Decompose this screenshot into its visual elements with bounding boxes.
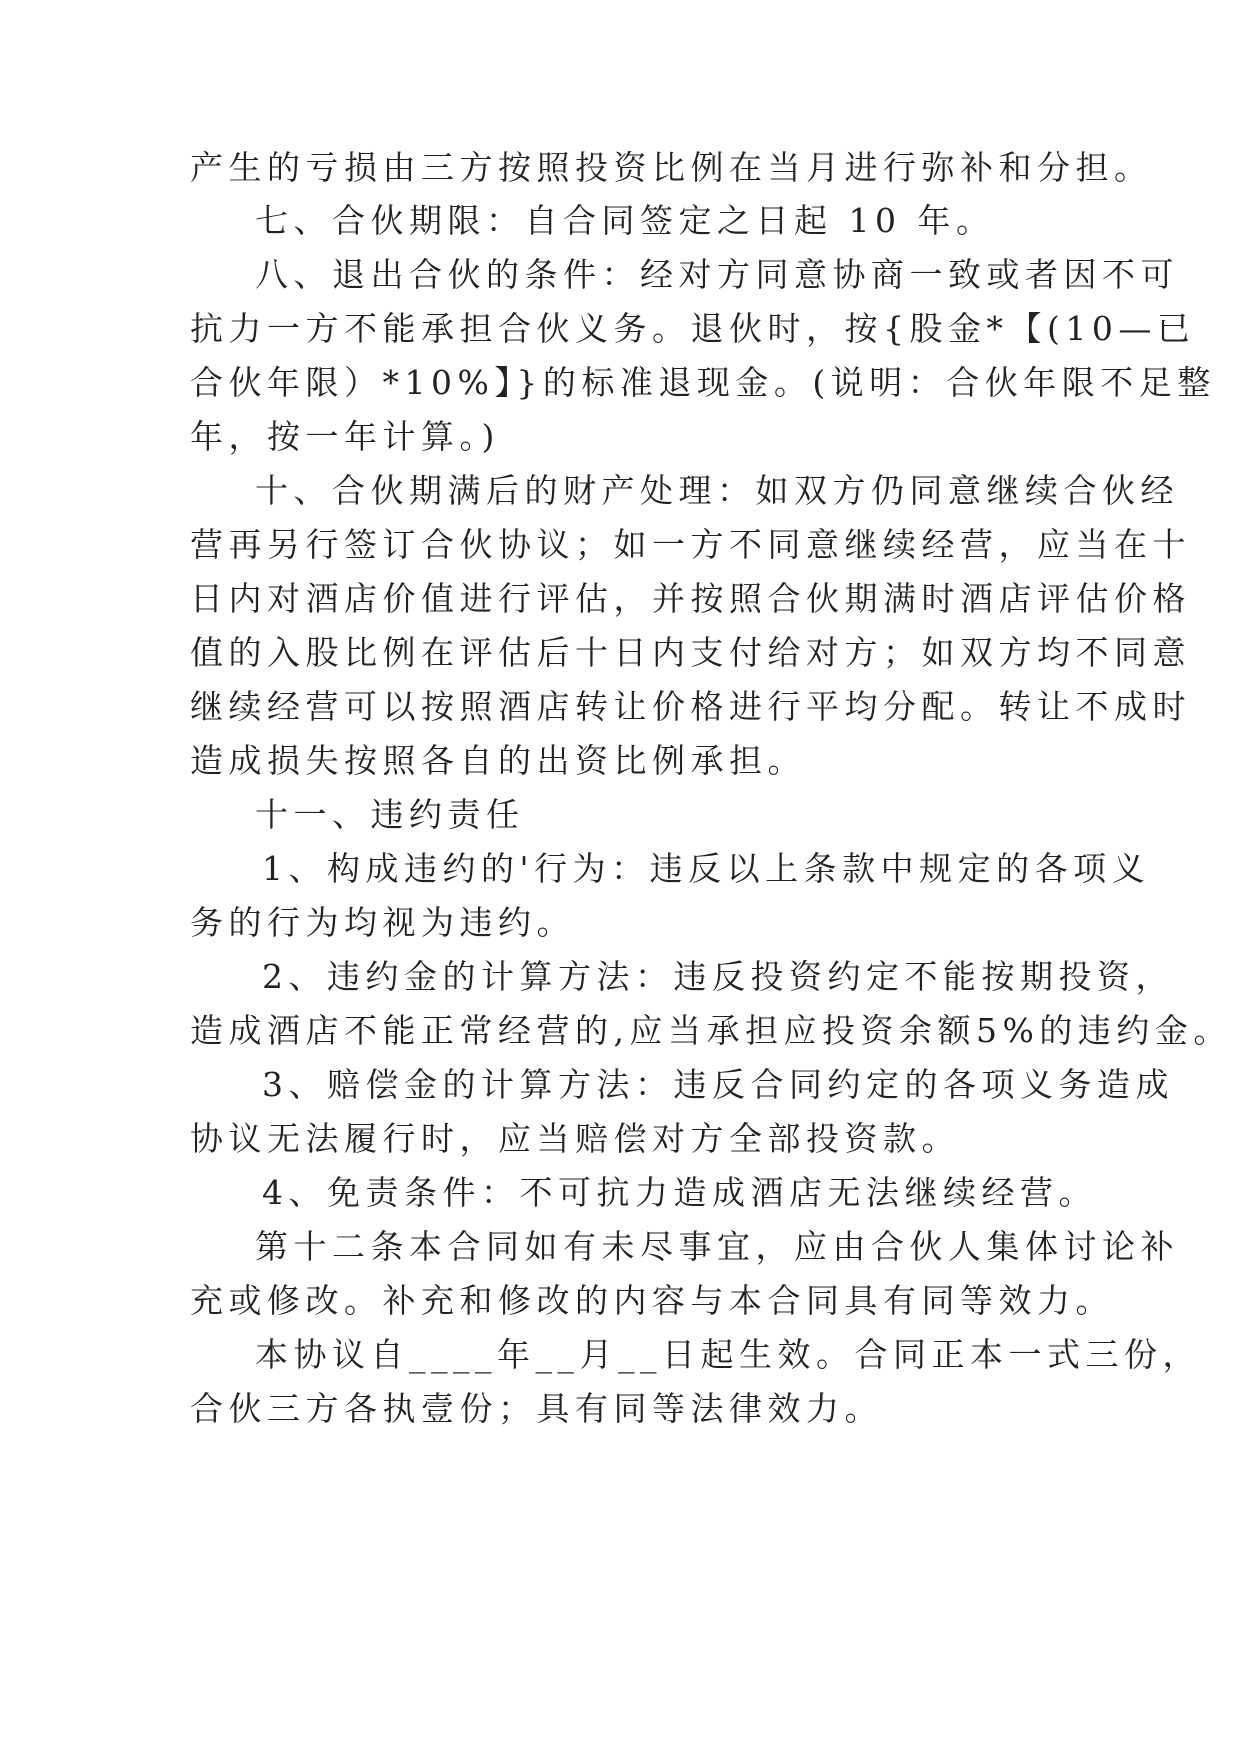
text-line: 本协议自____年__月__日起生效。合同正本一式三份，: [255, 1335, 1201, 1374]
text-line: 值的入股比例在评估后十日内支付给对方；如双方均不同意: [190, 633, 1191, 672]
text-line: 2、违约金的计算方法：违反投资约定不能按期投资，: [262, 957, 1174, 996]
text-line: 年，按一年计算。): [190, 417, 500, 456]
text-line: 产生的亏损由三方按照投资比例在当月进行弥补和分担。: [190, 148, 1153, 187]
text-line: 十、合伙期满后的财产处理：如双方仍同意继续合伙经: [255, 471, 1179, 510]
text-line: 造成损失按照各自的出资比例承担。: [190, 741, 806, 780]
text-line: 4、免责条件：不可抗力造成酒店无法继续经营。: [262, 1173, 1097, 1212]
text-line: 合伙三方各执壹份；具有同等法律效力。: [190, 1389, 883, 1428]
text-line: 营再另行签订合伙协议；如一方不同意继续经营，应当在十: [190, 525, 1191, 564]
section-heading: 十一、违约责任: [255, 795, 525, 834]
text-line: 继续经营可以按照酒店转让价格进行平均分配。转让不成时: [190, 687, 1191, 726]
text-line: 协议无法履行时，应当赔偿对方全部投资款。: [190, 1119, 960, 1158]
text-line: 务的行为均视为违约。: [190, 903, 575, 942]
text-line: 七、合伙期限：自合同签定之日起 10 年。: [255, 201, 995, 240]
text-line: 八、退出合伙的条件：经对方同意协商一致或者因不可: [255, 255, 1179, 294]
text-line: 合伙年限）*10%】}的标准退现金。(说明：合伙年限不足整: [190, 363, 1216, 402]
text-line: 日内对酒店价值进行评估，并按照合伙期满时酒店评估价格: [190, 579, 1191, 618]
text-line: 1、构成违约的'行为：违反以上条款中规定的各项义: [262, 849, 1151, 888]
text-line: 充或修改。补充和修改的内容与本合同具有同等效力。: [190, 1281, 1114, 1320]
text-line: 造成酒店不能正常经营的,应当承担应投资余额5%的违约金。: [190, 1011, 1232, 1050]
text-line: 抗力一方不能承担合伙义务。退伙时，按{股金*【(10—已: [190, 309, 1196, 348]
text-line: 第十二条本合同如有未尽事宜，应由合伙人集体讨论补: [255, 1227, 1179, 1266]
text-line: 3、赔偿金的计算方法：违反合同约定的各项义务造成: [262, 1065, 1174, 1104]
